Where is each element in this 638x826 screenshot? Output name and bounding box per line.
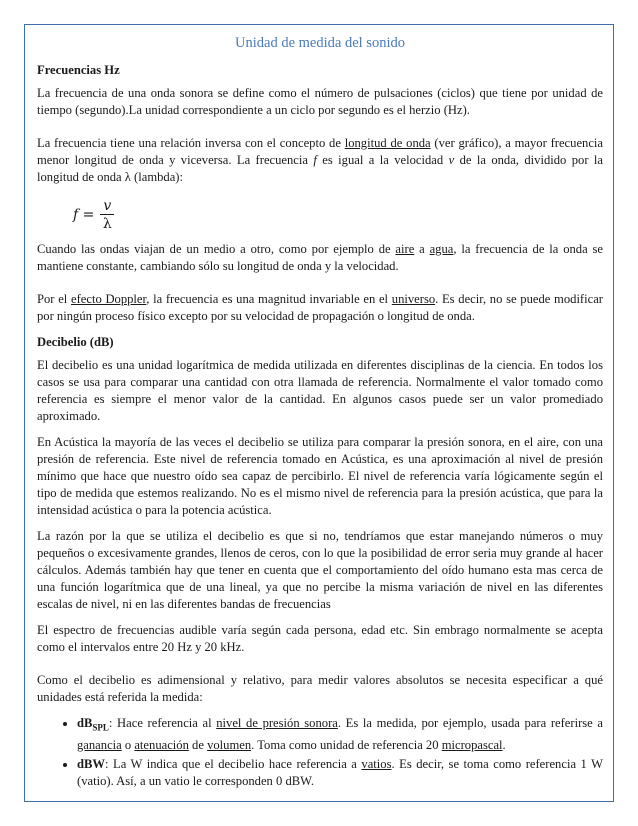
- term-subscript: SPL: [92, 722, 109, 733]
- section-heading-decibelio: Decibelio (dB): [37, 335, 114, 349]
- text: . Es la medida, por ejemplo, usada para referirse a: [337, 716, 603, 730]
- term-dbspl: [77, 716, 109, 733]
- list-item: [77, 715, 603, 754]
- term-text: dB: [77, 716, 93, 730]
- text: : La W indica que el decibelio hace referencia a: [105, 756, 362, 771]
- unit-list: [37, 715, 603, 790]
- link-vatios[interactable]: vatios: [361, 756, 392, 771]
- document-body: [37, 35, 603, 792]
- paragraph: La razón por la que se utiliza el decibelio es que si no, tendríamos que estar manejando números o muy pequeños o excesivamente grandes, llenos de ceros, con lo que la posibilidad de error seria muy grande al hacer cálculos. Además también hay que tener en cuenta que el comportamiento del oído humano esta mas cerca de una función logarítmica que de una lineal, ya que no percibe la misma variación de nivel en las diferentes escalas de nivel, ni en las diferentes bandas de frecuencias: [37, 529, 603, 611]
- list-item: [77, 756, 603, 790]
- formula-denominator: λ: [102, 216, 112, 232]
- text: La frecuencia tiene una relación inversa con el concepto de: [37, 136, 345, 150]
- link-universo[interactable]: universo: [391, 292, 436, 306]
- text: . Toma como unidad de referencia 20: [251, 737, 442, 752]
- paragraph: [37, 135, 603, 186]
- text: . Es decir, no se puede modificar por ningún proceso físico excepto por su velocidad de propagación o longitud de onda.: [37, 292, 604, 323]
- text: Cuando las ondas viajan de un medio a otro, como por ejemplo de: [37, 242, 396, 256]
- formula-fraction: [100, 198, 114, 232]
- text: , la frecuencia es una magnitud invariable en el: [146, 292, 392, 306]
- paragraph: El decibelio es una unidad logarítmica de medida utilizada en diferentes disciplinas de la ciencia. En todos los casos se usa para comparar una cantidad con otra llamada de referencia. Normalmente el valor tomado como referencia es siempre el menor valor de la cantidad. En algunos casos puede ser un valor promediado aproximado.: [37, 358, 603, 423]
- link-volumen[interactable]: volumen: [207, 737, 252, 752]
- text: . Es decir, se toma como referencia 1 W (vatio). Así, a un vatio le corresponden 0 dBW.: [77, 756, 603, 788]
- text: .: [502, 737, 506, 752]
- frequency-formula: [73, 195, 603, 235]
- symbol-f: f: [313, 153, 317, 167]
- link-longitud-de-onda[interactable]: longitud de onda: [344, 136, 431, 150]
- paragraph: La frecuencia de una onda sonora se define como el número de pulsaciones (ciclos) que tiene por unidad de tiempo (segundo).La unidad correspondiente a un ciclo por segundo es el herzio (Hz).: [37, 86, 603, 117]
- text: es igual a la velocidad: [316, 153, 449, 167]
- text: , la frecuencia de la onda se mantiene constante, cambiando sólo su longitud de onda y la velocidad.: [37, 242, 604, 273]
- paragraph: El espectro de frecuencias audible varía según cada persona, edad etc. Sin embrago normalmente se acepta como el intervalos entre 20 Hz y 20 kHz.: [37, 623, 603, 654]
- formula-numerator: v: [100, 198, 114, 215]
- link-aire[interactable]: aire: [395, 242, 415, 256]
- paragraph: [37, 291, 603, 325]
- page-title: Unidad de medida del sonido: [235, 35, 405, 51]
- paragraph: [37, 241, 603, 275]
- link-micropascal[interactable]: micropascal: [441, 737, 503, 752]
- paragraph: Como el decibelio es adimensional y relativo, para medir valores absolutos se necesita especificar a qué unidades está referida la medida:: [37, 673, 603, 704]
- link-ganancia[interactable]: ganancia: [77, 737, 122, 752]
- link-agua[interactable]: agua: [429, 242, 454, 256]
- link-nivel-de-presion-sonora[interactable]: nivel de presión sonora: [216, 716, 338, 730]
- text: de la onda, dividido por la longitud de onda λ (lambda):: [37, 153, 604, 184]
- symbol-v: v: [448, 153, 455, 167]
- formula-lhs: f =: [73, 206, 95, 223]
- link-efecto-doppler[interactable]: efecto Doppler: [70, 292, 147, 306]
- paragraph: En Acústica la mayoría de las veces el decibelio se utiliza para comparar la presión sonora, en el aire, con una presión de referencia. Este nivel de referencia tomado en Acústica, es una aproximación al nivel de presión mínimo que hace que nuestro oído sea capaz de percibirlo. El nivel de referencia varía lógicamente según el tipo de medida que estemos realizando. No es el mismo nivel de referencia para la presión acústica, que para la intensidad acústica o para la potencia acústica.: [37, 435, 603, 517]
- text: o: [121, 737, 135, 752]
- link-atenuacion[interactable]: atenuación: [134, 737, 189, 752]
- text: de: [188, 737, 208, 752]
- text: a: [414, 242, 430, 256]
- section-heading-frecuencias: Frecuencias Hz: [37, 63, 120, 77]
- text: : Hace referencia al: [108, 716, 217, 730]
- text: (ver gráfico), a mayor frecuencia menor longitud de onda y viceversa. La frecuencia: [37, 136, 604, 167]
- text: Por el: [37, 292, 71, 306]
- term-dbw: dBW: [77, 756, 105, 771]
